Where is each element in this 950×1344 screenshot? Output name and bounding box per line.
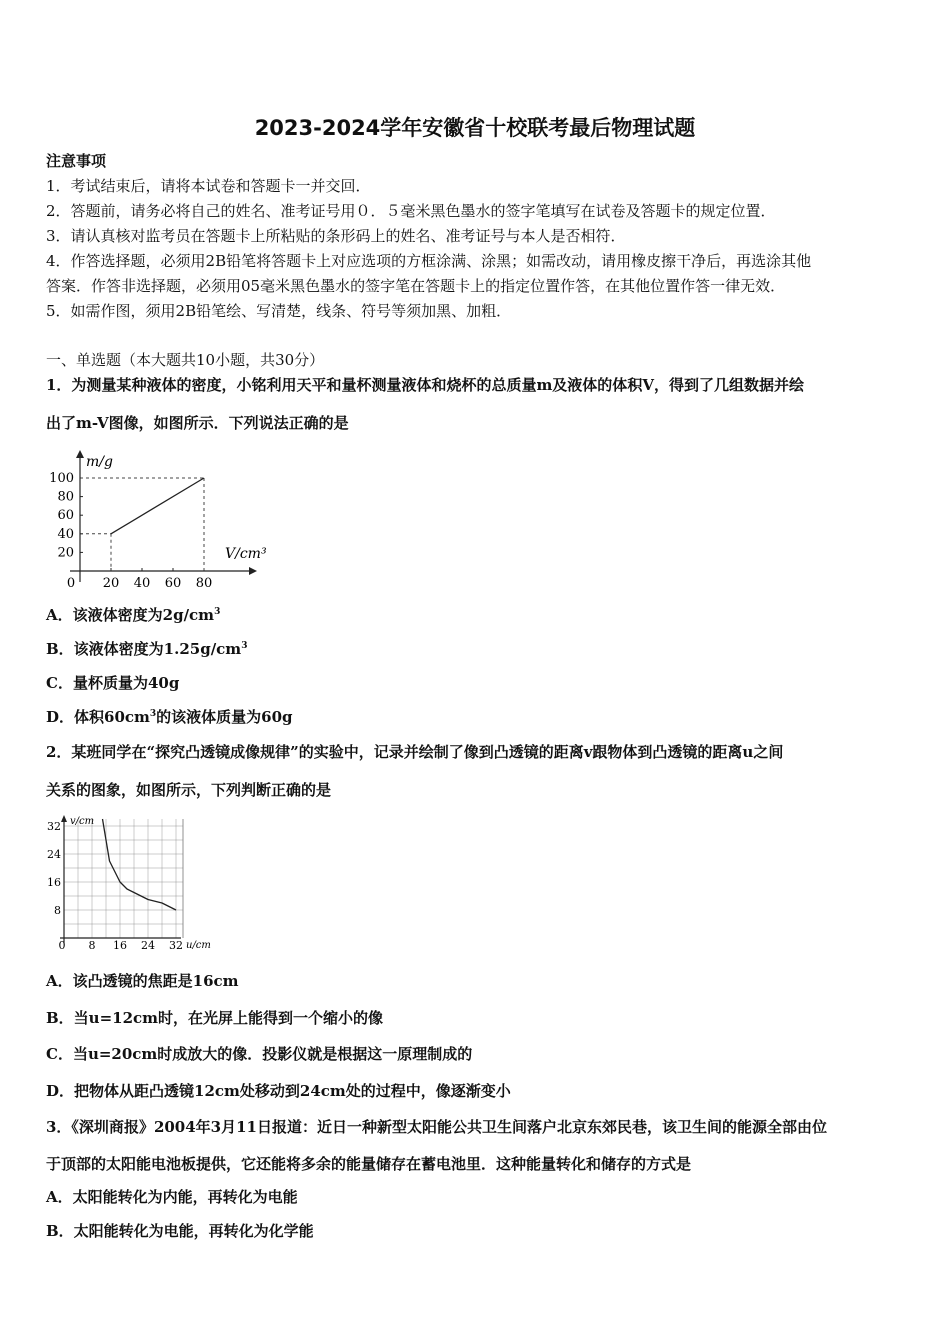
q3-stem-line1: 3．《深圳商报》2004年3月11日报道：近日一种新型太阳能公共卫生间落户北京东郊民巷，该卫生间的能源全部由位 — [46, 1118, 828, 1136]
q2-chart-y-tick-label: 32 — [47, 820, 61, 833]
q1-stem-line1: 1．为测量某种液体的密度，小铭利用天平和量杯测量液体和烧杯的总质量m及液体的体积V，得到了几组数据并绘 — [46, 376, 804, 394]
notice-item-1: 1．考试结束后，请将本试卷和答题卡一并交回． — [46, 177, 371, 195]
q1-option-c: C．量杯质量为40g — [46, 674, 180, 692]
q2-stem-line2: 关系的图象，如图所示，下列判断正确的是 — [46, 781, 332, 799]
q1-stem-line2: 出了m-V图像，如图所示．下列说法正确的是 — [46, 414, 349, 432]
q1-option-a: A．该液体密度为$2g/cm^3$ — [46, 606, 221, 624]
q2-chart-x-tick-label: 8 — [88, 939, 96, 952]
q1-chart-y-tick-label: 60 — [57, 508, 74, 524]
q1-chart-x-tick-label: 60 — [164, 576, 182, 591]
q1-chart-x-tick-label: 80 — [195, 576, 213, 591]
q1-chart-y-arrow — [76, 450, 84, 458]
q2-chart-y-arrow — [61, 815, 67, 822]
q2-chart-x-tick-label: 24 — [141, 939, 155, 952]
notice-item-5: 5．如需作图，须用2B铅笔绘、写清楚，线条、符号等须加黑、加粗． — [46, 302, 512, 320]
q1-chart-y-tick-label: 80 — [57, 489, 74, 505]
q2-option-b: B．当u=12cm时，在光屏上能得到一个缩小的像 — [46, 1009, 384, 1027]
q1-option-b: B．该液体密度为$1.25g/cm^3$ — [46, 640, 248, 658]
q1-chart-y-tick-label: 40 — [57, 526, 74, 542]
q2-chart-x-tick-label: 0 — [58, 939, 66, 952]
q2-chart-x-label: u/cm — [186, 940, 211, 951]
q1-chart-x-tick-label: 40 — [133, 576, 151, 591]
q1-chart — [44, 448, 284, 593]
page-title: 2023-2024学年安徽省十校联考最后物理试题 — [254, 116, 696, 140]
q2-chart — [44, 812, 224, 955]
notice-item-2: 2．答题前，请务必将自己的姓名、准考证号用０．５毫米黑色墨水的签字笔填写在试卷及答题卡的规定位置． — [46, 202, 776, 220]
q1-chart-x-tick-label: 20 — [102, 576, 120, 591]
notice-heading: 注意事项 — [46, 152, 107, 170]
q3-stem-line2: 于顶部的太阳能电池板提供，它还能将多余的能量储存在蓄电池里．这种能量转化和储存的方式是 — [46, 1155, 692, 1173]
q1-chart-y-tick-label: 20 — [57, 545, 74, 561]
q1-chart-y-tick-label: 100 — [49, 471, 74, 486]
q1-chart-x-tick-label: 0 — [66, 576, 76, 591]
q2-chart-x-tick-label: 32 — [169, 939, 183, 952]
q1-chart-x-label: V/cm³ — [225, 546, 267, 562]
q2-chart-x-tick-label: 16 — [113, 939, 127, 952]
q2-option-d: D．把物体从距凸透镜12cm处移动到24cm处的过程中，像逐渐变小 — [46, 1082, 511, 1100]
q2-chart-y-tick-label: 16 — [47, 876, 61, 889]
notice-item-4: 4．作答选择题，必须用2B铅笔将答题卡上对应选项的方框涂满、涂黑；如需改动，请用橡皮擦干净后，再选涂其他 — [46, 252, 812, 270]
q2-chart-y-tick-label: 24 — [47, 848, 61, 861]
q2-chart-y-tick-label: 8 — [54, 904, 61, 917]
q1-chart-x-arrow — [249, 567, 257, 575]
q1-chart-series-line — [111, 478, 204, 534]
q2-option-c: C．当u=20cm时成放大的像．投影仪就是根据这一原理制成的 — [46, 1045, 473, 1063]
q2-option-a: A．该凸透镜的焦距是16cm — [46, 972, 239, 990]
section-header: 一、单选题（本大题共10小题，共30分） — [46, 351, 325, 369]
q2-stem-line1: 2．某班同学在“探究凸透镜成像规律”的实验中，记录并绘制了像到凸透镜的距离v跟物体到凸透镜的距离u之间 — [46, 743, 784, 761]
q2-chart-series-curve — [103, 819, 177, 910]
notice-item-3: 3．请认真核对监考员在答题卡上所粘贴的条形码上的姓名、准考证号与本人是否相符． — [46, 227, 626, 245]
q1-option-d: D．体积$60cm^3$的该液体质量为60g — [46, 708, 293, 726]
notice-item-4-cont: 答案．作答非选择题，必须用05毫米黑色墨水的签字笔在答题卡上的指定位置作答，在其他位置作答一律无效． — [46, 277, 786, 295]
q1-chart-y-label: m/g — [86, 454, 113, 470]
q2-chart-y-label: v/cm — [70, 816, 95, 827]
q3-option-b: B．太阳能转化为电能，再转化为化学能 — [46, 1222, 314, 1240]
q3-option-a: A．太阳能转化为内能，再转化为电能 — [46, 1188, 298, 1206]
